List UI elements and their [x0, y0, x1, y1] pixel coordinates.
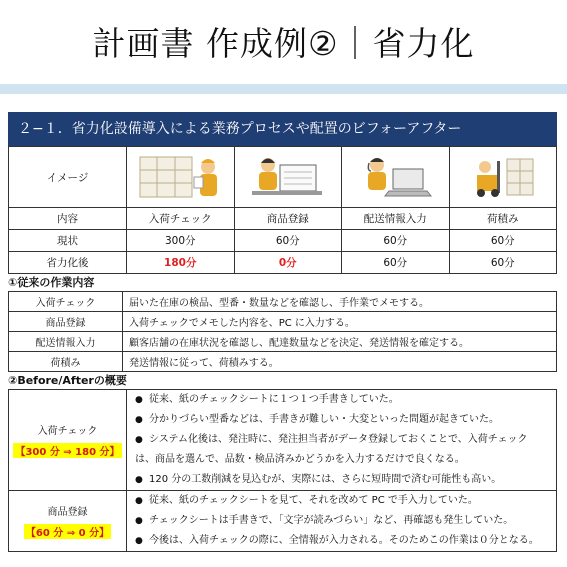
- time-change-badge: 【60 分 ⇒ 0 分】: [24, 524, 111, 539]
- table-row: [9, 491, 557, 552]
- work-label: 荷積み: [9, 352, 123, 372]
- loading-illustration: [449, 147, 557, 208]
- after-row: [9, 252, 557, 274]
- work-label: 配送情報入力: [9, 332, 123, 352]
- current-work-table: [8, 291, 557, 372]
- content-cell: 配送情報入力: [342, 208, 450, 230]
- before-after-table: [8, 389, 557, 552]
- image-row: [9, 147, 557, 208]
- section-header: ２−１．省力化設備導入による業務プロセスや配置のビフォーアフター: [8, 112, 557, 146]
- table-row: [9, 332, 557, 352]
- comparison-table: [8, 146, 557, 274]
- product-registration-illustration: [234, 147, 342, 208]
- work-description: 届いた在庫の検品、型番・数量などを確認し、手作業でメモする。: [123, 292, 557, 312]
- work-description: 発送情報に従って、荷積みする。: [123, 352, 557, 372]
- title-divider-bar: [0, 84, 567, 94]
- bullet-icon: ●: [135, 516, 143, 526]
- bullet-icon: ●: [135, 496, 143, 506]
- work-label: 入荷チェック: [9, 292, 123, 312]
- after-cell: 60分: [342, 252, 450, 274]
- bullet-icon: ●: [135, 395, 143, 405]
- plan-document: [8, 112, 557, 552]
- bullet-list-cell: [127, 491, 557, 552]
- time-change-badge: 【300 分 ⇒ 180 分】: [13, 443, 121, 458]
- row-label-after: 省力化後: [9, 252, 127, 274]
- work-description: 入荷チェックでメモした内容を、PC に入力する。: [123, 312, 557, 332]
- table-row: [9, 352, 557, 372]
- current-cell: 60分: [342, 230, 450, 252]
- after-cell-highlight: 180分: [127, 252, 235, 274]
- content-cell: 商品登録: [234, 208, 342, 230]
- list-item-continuation: は、商品を選んで、品数・検品済みかどうかを入力するだけで良くなる。: [135, 454, 465, 465]
- current-cell: 60分: [449, 230, 557, 252]
- bullet-icon: ●: [135, 536, 143, 546]
- process-label: 商品登録: [47, 507, 88, 518]
- table-row: [9, 312, 557, 332]
- list-item: ● 従来、紙のチェックシートに１つ１つ手書きしていた。: [127, 390, 556, 410]
- content-cell: 入荷チェック: [127, 208, 235, 230]
- row-label-content: 内容: [9, 208, 127, 230]
- list-item: ● 従来、紙のチェックシートを見て、それを改めて PC で手入力していた。: [127, 491, 556, 511]
- after-cell-highlight: 0分: [234, 252, 342, 274]
- list-item: ● システム化後は、発注時に、発注担当者がデータ登録しておくことで、入荷チェック: [127, 430, 556, 450]
- content-row: [9, 208, 557, 230]
- bullet-icon: ●: [135, 435, 143, 445]
- bullet-icon: ●: [135, 415, 143, 425]
- work-label: 商品登録: [9, 312, 123, 332]
- before-after-label-cell: [9, 390, 127, 491]
- image-row-label: イメージ: [9, 147, 127, 208]
- list-item: ● チェックシートは手書きで、「文字が読みづらい」など、再確認も発生していた。: [127, 511, 556, 531]
- current-row: [9, 230, 557, 252]
- delivery-input-illustration: [342, 147, 450, 208]
- content-cell: 荷積み: [449, 208, 557, 230]
- bullet-list-cell: [127, 390, 557, 491]
- current-cell: 300分: [127, 230, 235, 252]
- table-row: [9, 292, 557, 312]
- current-cell: 60分: [234, 230, 342, 252]
- before-after-label-cell: [9, 491, 127, 552]
- process-label: 入荷チェック: [37, 426, 98, 437]
- receiving-check-illustration: [127, 147, 235, 208]
- after-cell: 60分: [449, 252, 557, 274]
- list-item: ● 分かりづらい型番などは、手書きが難しい・大変といった問題が起きていた。: [127, 410, 556, 430]
- bullet-icon: ●: [135, 475, 143, 485]
- row-label-current: 現状: [9, 230, 127, 252]
- work-description: 顧客店舗の在庫状況を確認し、配達数量などを決定、発送情報を確定する。: [123, 332, 557, 352]
- list-item: ● 今後は、入荷チェックの際に、全情報が入力される。そのためこの作業は０分となる。: [127, 531, 556, 551]
- before-after-heading: ②Before/Afterの概要: [8, 374, 127, 387]
- page-title: 計画書 作成例②｜省力化: [92, 24, 475, 63]
- list-item: ● 120 分の工数削減を見込むが、実際には、さらに短時間で済む可能性も高い。: [127, 470, 556, 490]
- table-row: [9, 390, 557, 491]
- current-work-heading: ①従来の作業内容: [8, 276, 95, 289]
